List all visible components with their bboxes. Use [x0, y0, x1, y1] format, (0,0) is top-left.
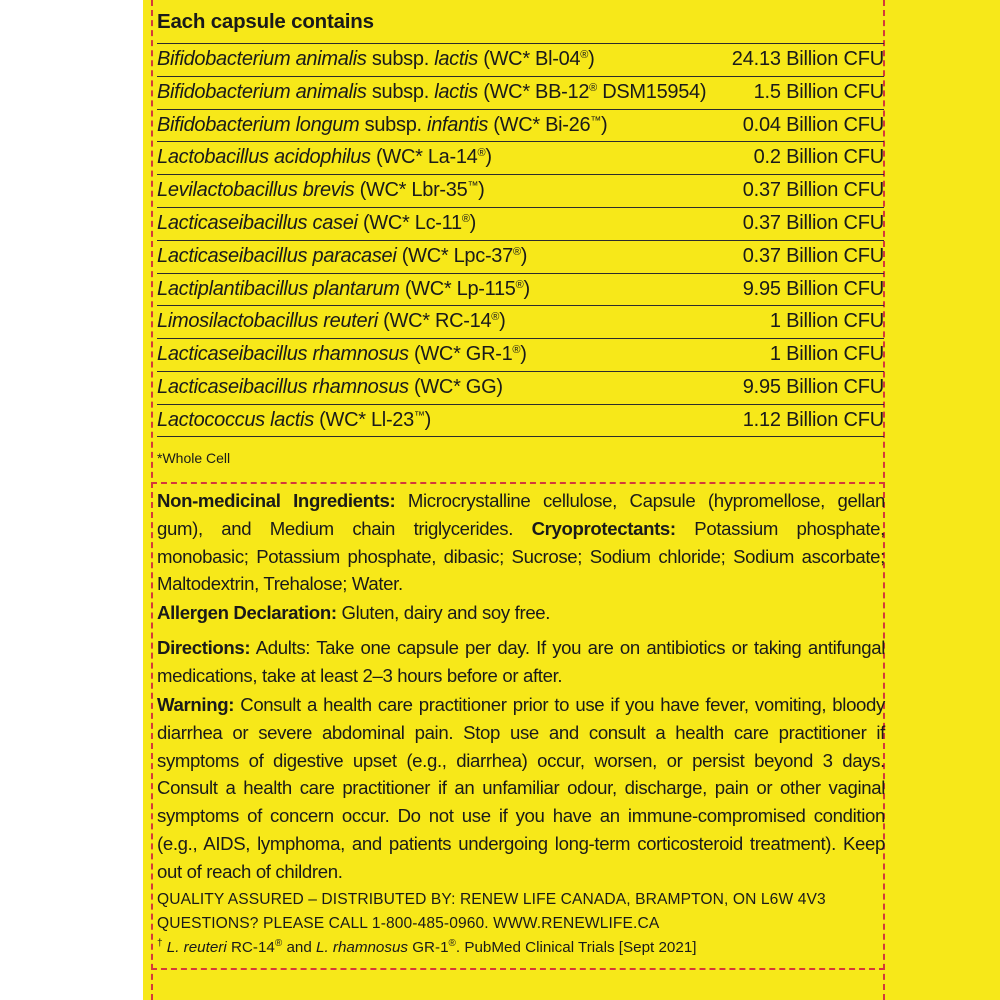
- ingredient-name: [157, 114, 607, 137]
- ingredient-name: [157, 409, 431, 432]
- strain-suffix: ): [520, 244, 528, 267]
- organism-genus: Limosilactobacillus reuteri: [157, 310, 378, 333]
- strain-suffix: ): [469, 211, 476, 234]
- ref-and: and: [282, 939, 316, 956]
- ingredient-name: [157, 343, 527, 366]
- ref-mark-2: ®: [448, 938, 456, 949]
- strain-code: (WC* BB-12: [477, 80, 590, 103]
- strain-code: (WC* Bi-26: [488, 113, 591, 136]
- strain-code: (WC* Lpc-37: [396, 244, 513, 267]
- trademark-mark: ®: [580, 49, 589, 61]
- strain-code: (WC* Lc-11: [357, 211, 462, 234]
- ingredient-row: [157, 240, 884, 273]
- directions-label: Directions:: [157, 637, 251, 658]
- organism-subsp: subsp.: [366, 48, 435, 70]
- ingredient-name: [157, 179, 485, 202]
- ingredient-row: [157, 141, 884, 174]
- ingredient-name: [157, 146, 492, 169]
- organism-genus: Lacticaseibacillus casei: [157, 211, 358, 234]
- ingredient-amount: 0.37 Billion CFU: [742, 244, 884, 267]
- organism-subspecies: lactis: [434, 48, 478, 70]
- strain-code: (WC* Ll-23: [313, 408, 414, 431]
- strain-code: (WC* La-14: [370, 146, 478, 169]
- cryoprotectants-text: Potassium phosphate, monobasic; Potassium phosphate, dibasic; Sucrose; Sodium chloride; Sodium ascorbate; Maltodextrin, Trehalose; Water.: [157, 517, 885, 595]
- ingredient-row: [157, 76, 884, 109]
- strain-suffix: ): [499, 310, 506, 333]
- ingredient-amount: 0.2 Billion CFU: [753, 146, 884, 169]
- trademark-mark: ™: [413, 409, 425, 422]
- ingredient-row: [157, 207, 884, 240]
- warning: [157, 691, 885, 886]
- ingredient-amount: 1.12 Billion CFU: [742, 408, 884, 431]
- strain-suffix: ): [601, 113, 608, 136]
- ingredient-amount: 9.95 Billion CFU: [742, 375, 884, 398]
- allergen-declaration: [157, 599, 885, 627]
- ingredient-name: [157, 376, 503, 399]
- ingredient-amount: 24.13 Billion CFU: [731, 48, 884, 70]
- strain-suffix: ): [478, 179, 485, 202]
- dagger-mark: †: [157, 938, 163, 949]
- ingredient-amount: 0.04 Billion CFU: [742, 113, 884, 136]
- strain-code: (WC* RC-14: [377, 310, 492, 333]
- organism-subspecies: infantis: [427, 113, 489, 136]
- strain-suffix: ): [588, 48, 595, 70]
- trademark-mark: ®: [512, 245, 521, 258]
- strain-code: (WC* Lbr-35: [354, 179, 468, 202]
- ingredient-row: [157, 305, 884, 338]
- ref-tail: . PubMed Clinical Trials [Sept 2021]: [455, 939, 697, 956]
- trademark-mark: ®: [461, 212, 470, 225]
- trademark-mark: ®: [491, 311, 500, 324]
- ingredient-row: [157, 109, 884, 142]
- trademark-mark: ™: [467, 180, 479, 193]
- ingredient-name: [157, 278, 530, 301]
- organism-subspecies: lactis: [434, 80, 478, 103]
- ingredient-name: [157, 245, 527, 268]
- organism-subsp: subsp.: [359, 113, 428, 136]
- ingredient-amount: 1 Billion CFU: [769, 310, 884, 333]
- strain-suffix: ): [520, 343, 527, 366]
- ingredient-name: [157, 212, 476, 235]
- allergen-label: Allergen Declaration:: [157, 602, 337, 623]
- directions: [157, 634, 885, 690]
- dashed-guide-divider: [151, 482, 885, 484]
- organism-genus: Lacticaseibacillus paracasei: [157, 244, 397, 267]
- organism-genus: Levilactobacillus brevis: [157, 179, 355, 202]
- questions-line: QUESTIONS? PLEASE CALL 1-800-485-0960. WWW.RENEWLIFE.CA: [157, 915, 660, 932]
- ingredient-name: [157, 48, 594, 71]
- strain-suffix: ): [485, 146, 492, 169]
- organism-subsp: subsp.: [366, 80, 435, 103]
- ref-species-2: L. rhamnosus: [316, 939, 409, 956]
- ingredient-row: [157, 174, 884, 207]
- cryoprotectants-label: Cryoprotectants:: [531, 517, 676, 539]
- dashed-guide-bottom: [151, 968, 885, 970]
- strain-code: (WC* Bl-04: [477, 48, 581, 70]
- ref-strain-1: RC-14: [226, 939, 275, 956]
- strain-suffix: ): [523, 277, 530, 300]
- strain-suffix: ): [424, 408, 432, 431]
- ingredient-name: [157, 81, 706, 104]
- clinical-reference: [157, 939, 697, 956]
- ingredient-amount: 1.5 Billion CFU: [753, 80, 884, 103]
- organism-genus: Bifidobacterium animalis: [157, 80, 367, 103]
- ingredient-name: [157, 310, 505, 333]
- allergen-text: Gluten, dairy and soy free.: [336, 602, 551, 623]
- ingredient-amount: 1 Billion CFU: [769, 343, 884, 366]
- ref-strain-2: GR-1: [408, 939, 449, 956]
- ingredient-row: [157, 404, 884, 437]
- section-heading: Each capsule contains: [157, 10, 374, 33]
- strain-code: (WC* GR-1: [408, 343, 513, 366]
- ingredient-table: [157, 43, 884, 437]
- non-medicinal-ingredients: [157, 487, 885, 598]
- ingredient-amount: 0.37 Billion CFU: [742, 179, 884, 202]
- trademark-mark: ®: [515, 278, 524, 291]
- ingredient-row: [157, 338, 884, 371]
- strain-code: (WC* GG): [408, 375, 503, 398]
- ingredient-row: [157, 371, 884, 404]
- warning-label: Warning:: [157, 694, 235, 715]
- footnote: *Whole Cell: [157, 450, 231, 466]
- trademark-mark: ™: [590, 114, 602, 127]
- trademark-mark: ®: [512, 344, 521, 357]
- nmi-label: Non-medicinal Ingredients:: [157, 490, 396, 511]
- dashed-guide-left: [151, 0, 153, 1000]
- ingredient-amount: 9.95 Billion CFU: [742, 277, 884, 300]
- trademark-mark: ®: [477, 147, 486, 160]
- organism-genus: Lactococcus lactis: [157, 408, 314, 431]
- organism-genus: Lacticaseibacillus rhamnosus: [157, 343, 409, 366]
- strain-suffix: DSM15954): [596, 80, 707, 103]
- organism-genus: Lactobacillus acidophilus: [157, 146, 371, 169]
- organism-genus: Lacticaseibacillus rhamnosus: [157, 375, 409, 398]
- supplement-label: [143, 0, 1000, 1000]
- nmi-text: Microcrystalline cellulose, Capsule (hypromellose, gellan gum), and Medium chain triglycerides.: [157, 490, 885, 539]
- directions-text: Adults: Take one capsule per day. If you are on antibiotics or taking antifungal medications, take at least 2–3 hours before or after.: [157, 637, 885, 686]
- warning-text: Consult a health care practitioner prior to use if you have fever, vomiting, bloody diarrhea or severe abdominal pain. Stop use and consult a health care practitioner if symptoms of digestive upset (e.g., diarrhea) occur, worsen, or persist beyond 3 days. Consult a health care practitioner if an unfamiliar odour, discharge, pain or other vaginal symptoms of concern occur. Do not use if you have an immune-compromised condition (e.g., AIDS, lymphoma, and patients undergoing long-term corticosteroid treatment). Keep out of reach of children.: [157, 694, 885, 882]
- ingredient-row: [157, 43, 884, 76]
- organism-genus: Bifidobacterium longum: [157, 113, 360, 136]
- ingredient-row: [157, 273, 884, 306]
- strain-code: (WC* Lp-115: [399, 277, 516, 300]
- ref-species-1: L. reuteri: [166, 939, 227, 956]
- organism-genus: Bifidobacterium animalis: [157, 48, 367, 70]
- trademark-mark: ®: [589, 81, 597, 94]
- organism-genus: Lactiplantibacillus plantarum: [157, 277, 400, 300]
- ingredient-amount: 0.37 Billion CFU: [742, 211, 884, 234]
- distributor-line: QUALITY ASSURED – DISTRIBUTED BY: RENEW LIFE CANADA, BRAMPTON, ON L6W 4V3: [157, 891, 826, 908]
- ref-mark-1: ®: [274, 938, 283, 949]
